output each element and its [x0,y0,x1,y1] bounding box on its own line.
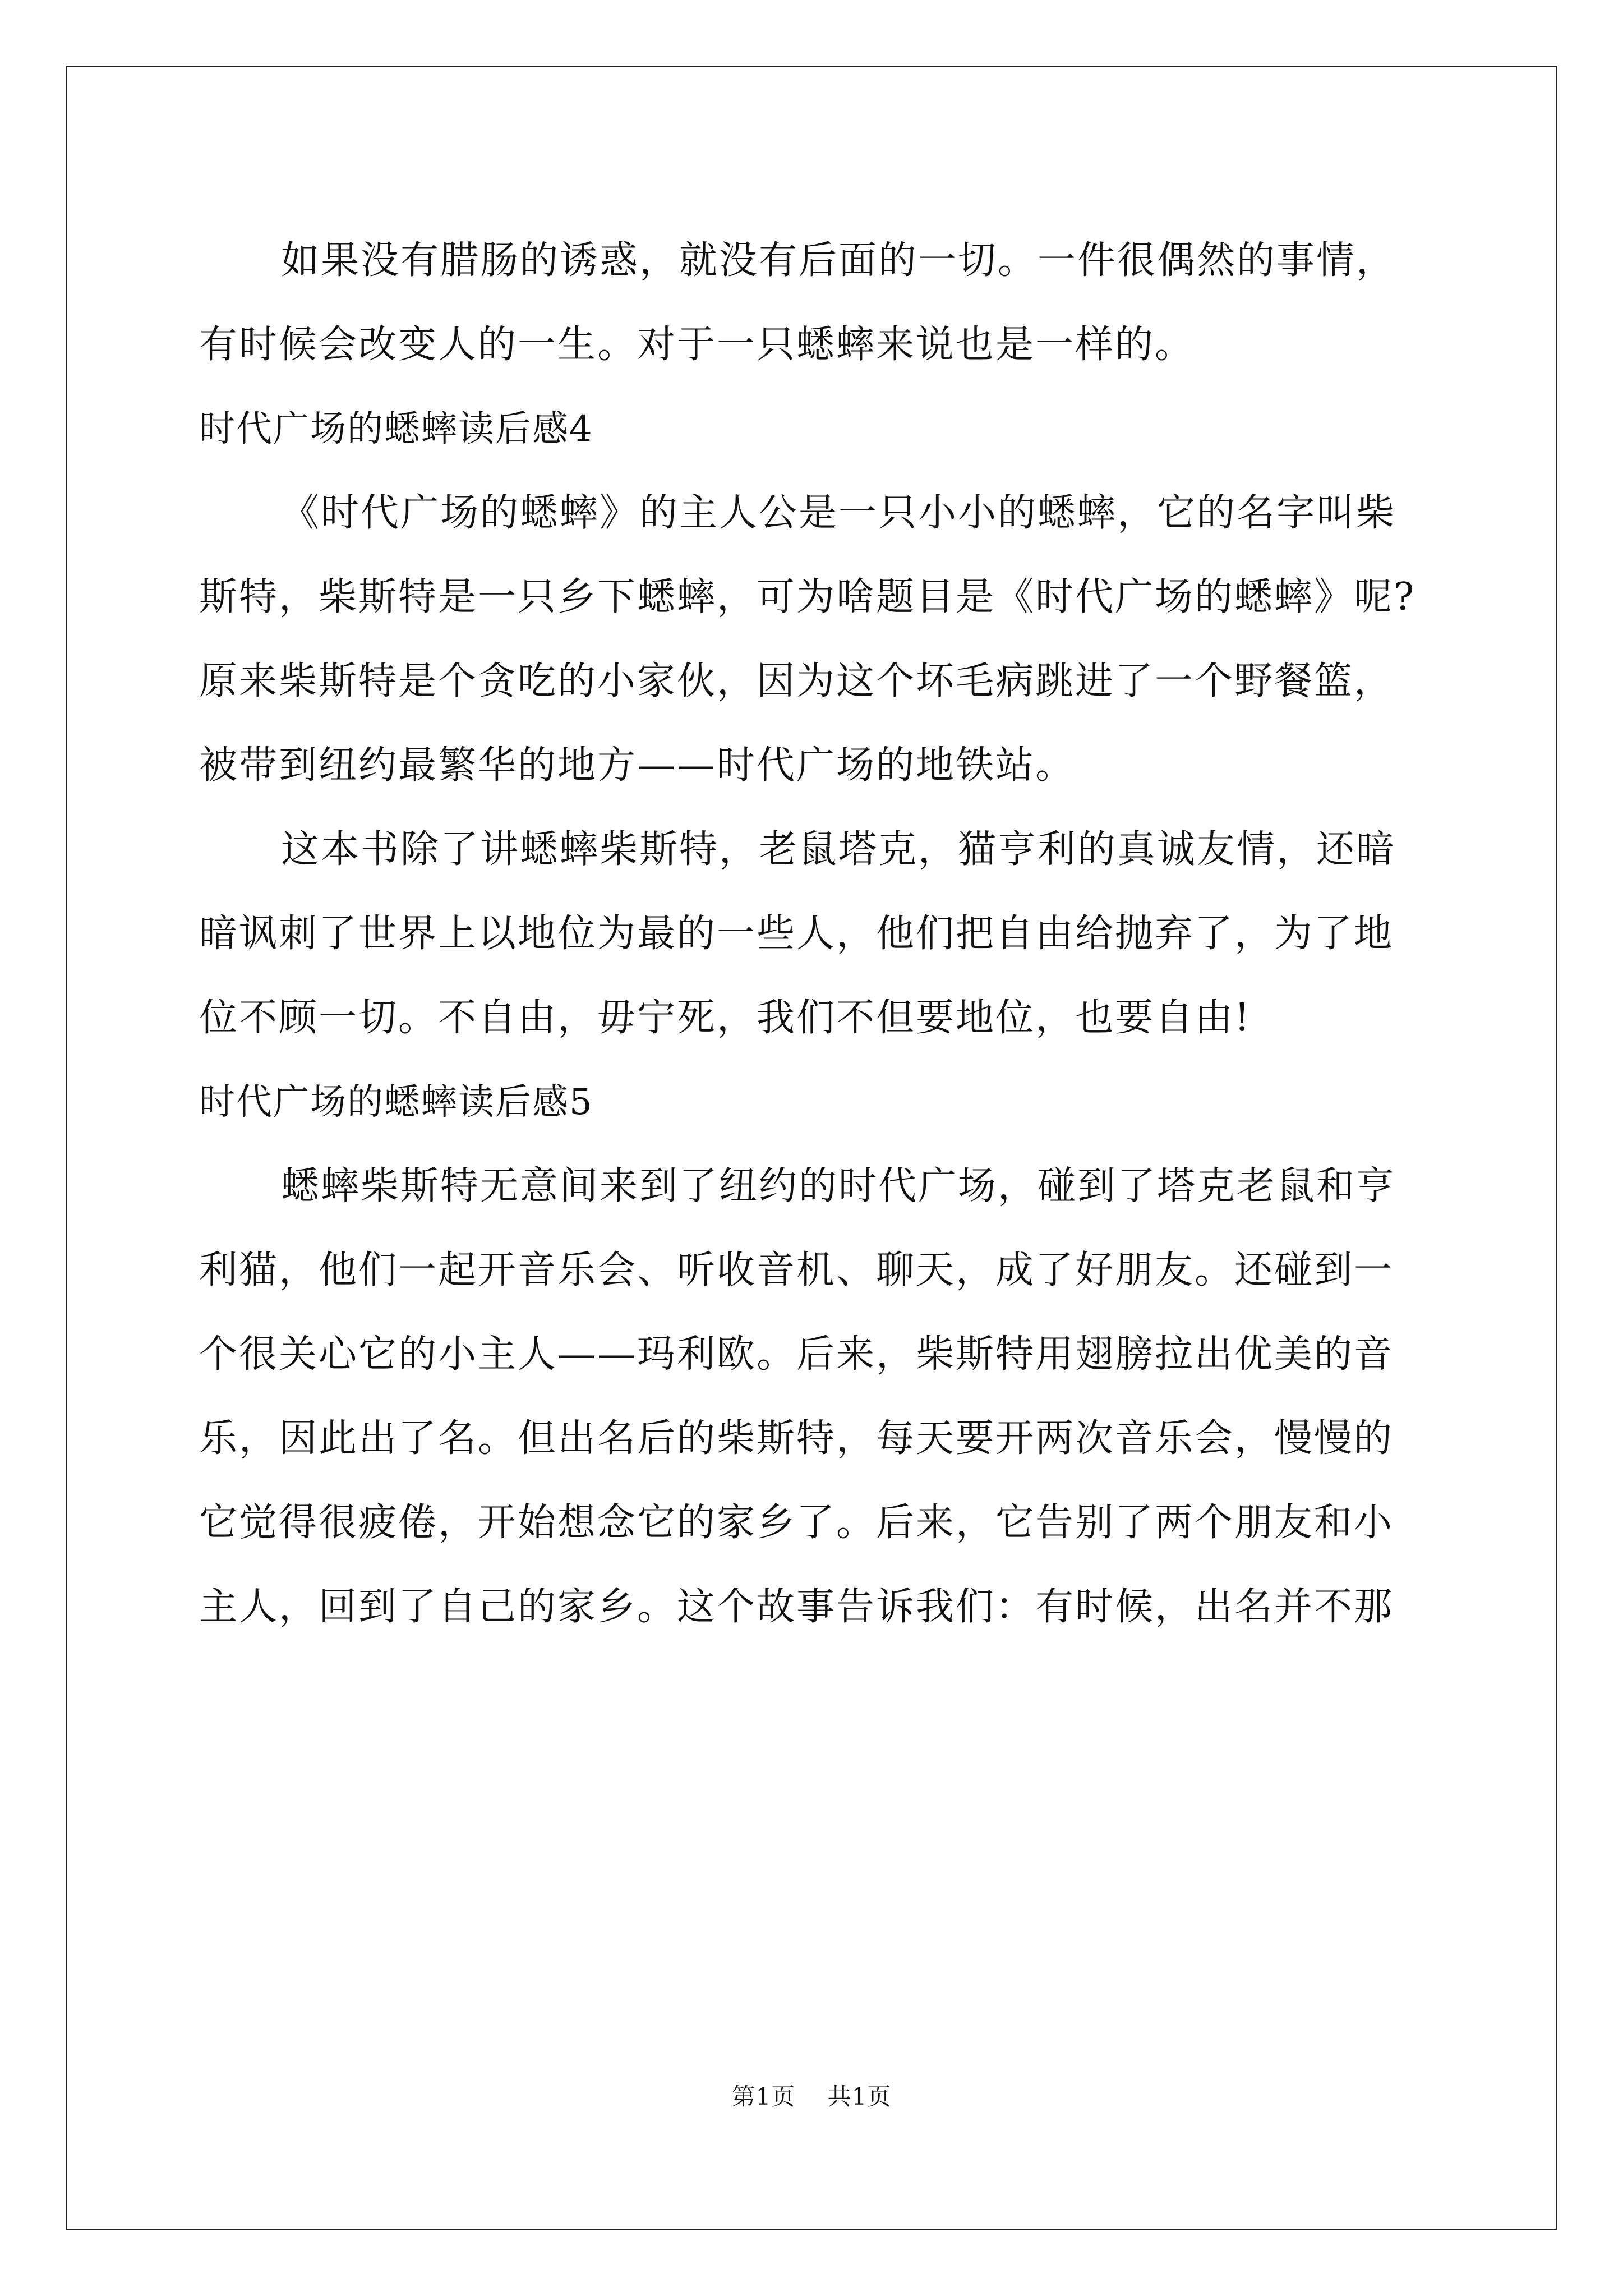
paragraph-line: 《时代广场的蟋蟀》的主人公是一只小小的蟋蟀，它的名字叫柴 [281,491,1396,535]
section-heading: 时代广场的蟋蟀读后感4 [199,408,593,450]
document-body [199,219,1433,1649]
paragraph-line: 暗讽刺了世界上以地位为最的一些人，他们把自由给抛弃了，为了地 [199,912,1394,956]
paragraph-line: 乐，因此出了名。但出名后的柴斯特，每天要开两次音乐会，慢慢的 [199,1416,1394,1461]
paragraph-line: 它觉得很疲倦，开始想念它的家乡了。后来，它告别了两个朋友和小 [199,1501,1394,1545]
paragraph-line: 利猫，他们一起开音乐会、听收音机、聊天，成了好朋友。还碰到一 [199,1248,1394,1292]
paragraph-line: 斯特，柴斯特是一只乡下蟋蟀，可为啥题目是《时代广场的蟋蟀》呢? [199,575,1416,619]
paragraph-line: 原来柴斯特是个贪吃的小家伙，因为这个坏毛病跳进了一个野餐篮， [199,659,1394,703]
paragraph-line: 被带到纽约最繁华的地方——时代广场的地铁站。 [199,743,1076,788]
paragraph-line: 有时候会改变人的一生。对于一只蟋蟀来说也是一样的。 [199,323,1195,367]
paragraph-line: 蟋蟀柴斯特无意间来到了纽约的时代广场，碰到了塔克老鼠和亨 [281,1164,1396,1208]
paragraph-line: 位不顾一切。不自由，毋宁死，我们不但要地位，也要自由! [199,996,1252,1040]
page-number-footer: 第1页 共1页 [731,2083,892,2110]
section-heading: 时代广场的蟋蟀读后感5 [199,1082,593,1123]
paragraph-line: 个很关心它的小主人——玛利欧。后来，柴斯特用翅膀拉出优美的音 [199,1332,1394,1377]
paragraph-line: 如果没有腊肠的诱惑，就没有后面的一切。一件很偶然的事情， [281,238,1396,283]
paragraph-line: 这本书除了讲蟋蟀柴斯特，老鼠塔克，猫亨利的真诚友情，还暗 [281,827,1396,872]
paragraph-line: 主人，回到了自己的家乡。这个故事告诉我们：有时候，出名并不那 [199,1585,1394,1629]
